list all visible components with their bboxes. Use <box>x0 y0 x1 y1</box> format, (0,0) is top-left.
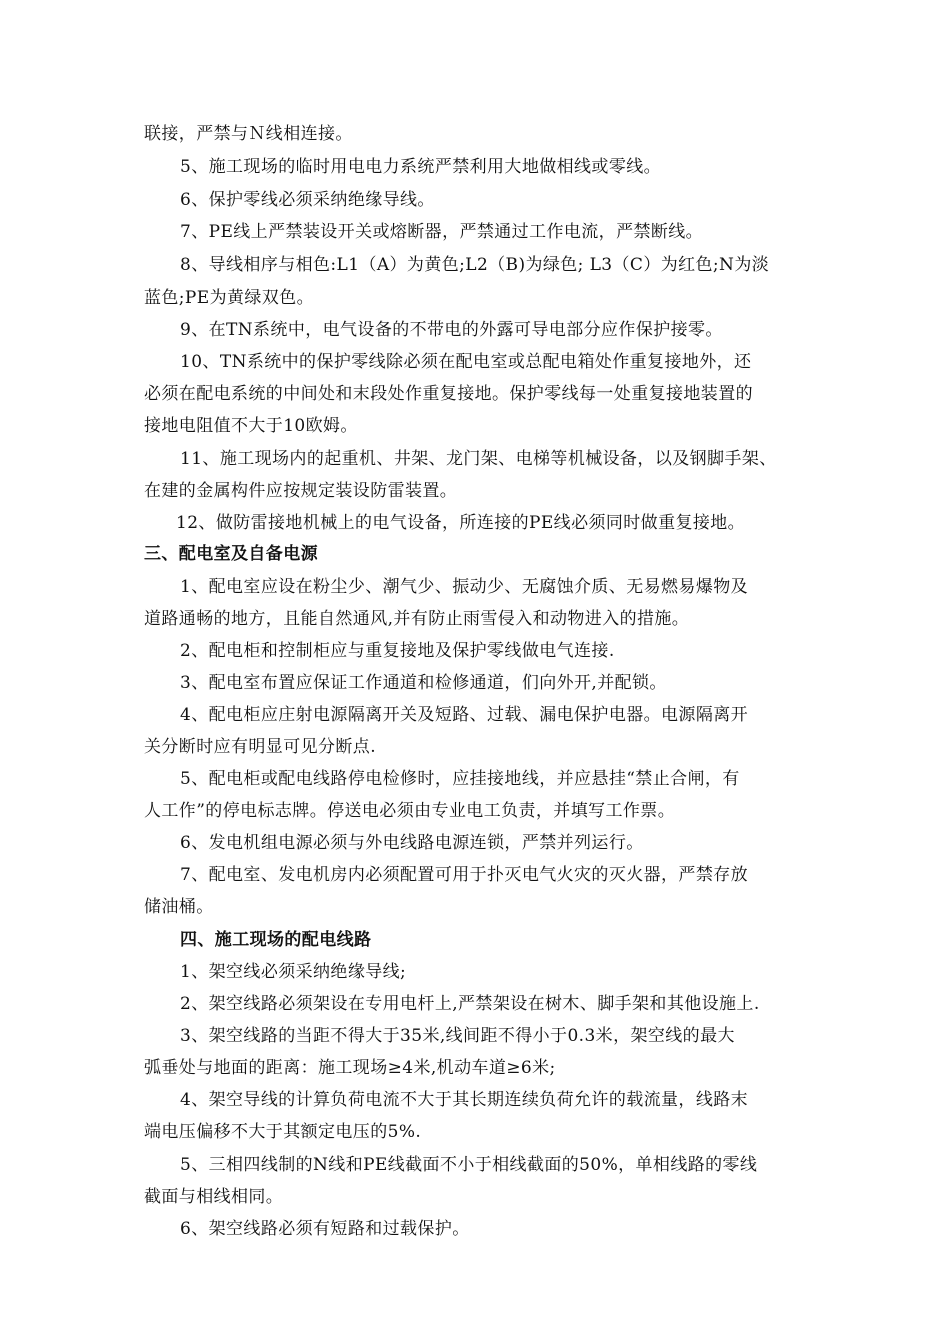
text-line: 2、配电柜和控制柜应与重复接地及保护零线做电气连接. <box>180 641 615 661</box>
text-line: 联接，严禁与Ｎ线相连接。 <box>144 124 353 144</box>
text-line: 11、施工现场内的起重机、井架、龙门架、电梯等机械设备，以及钢脚手架、 <box>180 449 777 469</box>
text-line: 10、TN系统中的保护零线除必须在配电室或总配电箱处作重复接地外，还 <box>180 352 752 372</box>
text-line: 5、配电柜或配电线路停电检修时，应挂接地线，并应悬挂“禁止合闸，有 <box>180 769 740 789</box>
text-line: 弧垂处与地面的距离：施工现场≥4米,机动车道≥6米; <box>144 1058 556 1078</box>
text-line: 截面与相线相同。 <box>144 1187 284 1207</box>
text-line: 蓝色;PE为黄绿双色。 <box>144 288 314 308</box>
text-line: 接地电阻值不大于10欧姆。 <box>144 416 358 436</box>
section-heading: 四、施工现场的配电线路 <box>180 930 372 950</box>
text-line: 1、配电室应设在粉尘少、潮气少、振动少、无腐蚀介质、无易燃易爆物及 <box>180 577 749 597</box>
text-line: 必须在配电系统的中间处和末段处作重复接地。保护零线每一处重复接地装置的 <box>144 384 753 404</box>
text-line: 6、保护零线必须采纳绝缘导线。 <box>180 190 435 210</box>
text-line: 8、导线相序与相色:L1（A）为黄色;L2（B)为绿色; L3（C）为红色;N为淡 <box>180 255 770 275</box>
text-line: 4、配电柜应庄射电源隔离开关及短路、过载、漏电保护电器。电源隔离开 <box>180 705 749 725</box>
text-line: 储油桶。 <box>144 897 214 917</box>
text-line: 6、架空线路必须有短路和过载保护。 <box>180 1219 470 1239</box>
text-line: 3、架空线路的当距不得大于35米,线间距不得小于0.3米，架空线的最大 <box>180 1026 735 1046</box>
text-line: 道路通畅的地方，且能自然通风,并有防止雨雪侵入和动物进入的措施。 <box>144 609 690 629</box>
text-line: 6、发电机组电源必须与外电线路电源连锁，严禁并列运行。 <box>180 833 644 853</box>
text-line: 1、架空线必须采纳绝缘导线; <box>180 962 407 982</box>
section-heading: 三、配电室及自备电源 <box>144 544 318 564</box>
text-line: 5、施工现场的临时用电电力系统严禁利用大地做相线或零线。 <box>180 157 662 177</box>
text-line: 7、配电室、发电机房内必须配置可用于扑灭电气火灾的灭火器，严禁存放 <box>180 865 749 885</box>
text-line: 端电压偏移不大于其额定电压的5%. <box>144 1122 422 1142</box>
text-line: 4、架空导线的计算负荷电流不大于其长期连续负荷允许的载流量，线路末 <box>180 1090 749 1110</box>
text-line: 7、PE线上严禁装设开关或熔断器，严禁通过工作电流，严禁断线。 <box>180 222 704 242</box>
text-line: 2、架空线路必须架设在专用电杆上,严禁架设在树木、脚手架和其他设施上. <box>180 994 760 1014</box>
text-line: 关分断时应有明显可见分断点. <box>144 737 377 757</box>
text-line: 9、在TN系统中，电气设备的不带电的外露可导电部分应作保护接零。 <box>180 320 723 340</box>
text-line: 3、配电室布置应保证工作通道和检修通道，们向外开,并配锁。 <box>180 673 667 693</box>
text-line: 人工作”的停电标志牌。停送电必须由专业电工负责，并填写工作票。 <box>144 801 676 821</box>
text-line: 5、三相四线制的N线和PE线截面不小于相线截面的50%，单相线路的零线 <box>180 1155 758 1175</box>
text-line: 12、做防雷接地机械上的电气设备，所连接的PE线必须同时做重复接地。 <box>176 513 746 533</box>
text-line: 在建的金属构件应按规定装设防雷装置。 <box>144 481 458 501</box>
